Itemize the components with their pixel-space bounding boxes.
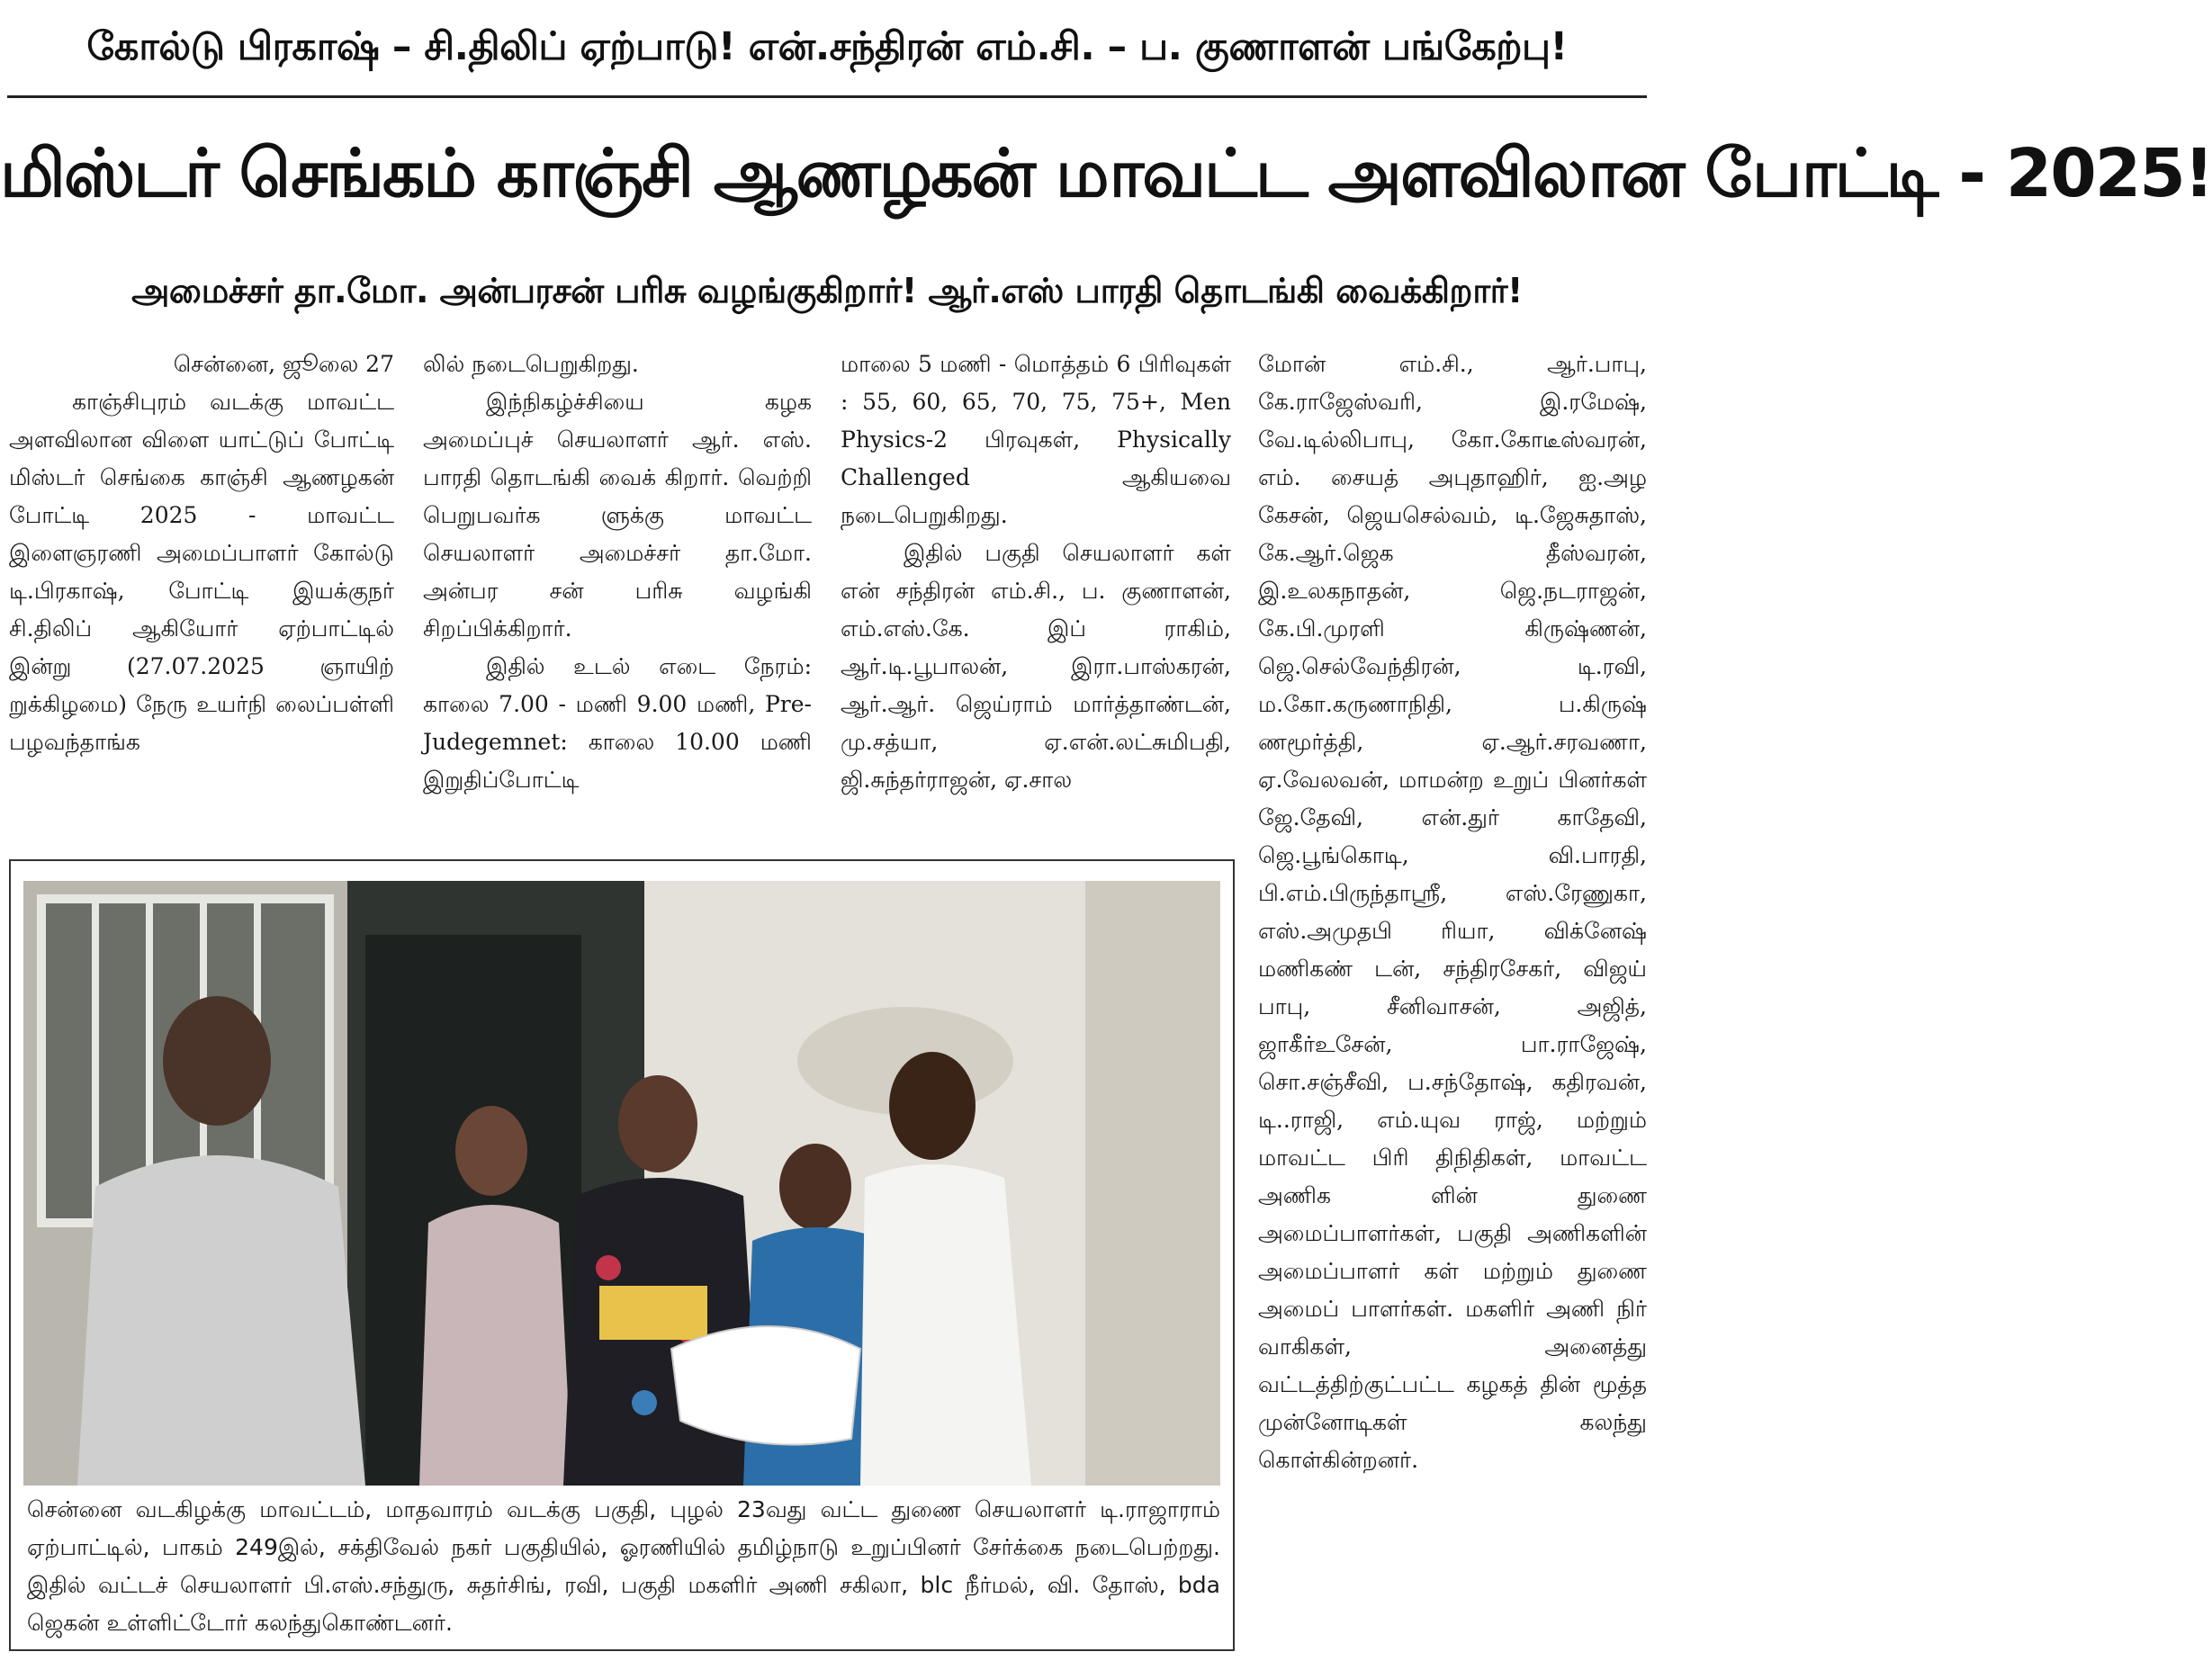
paragraph: லில் நடைபெறுகிறது. bbox=[423, 351, 639, 377]
article-subheadline: அமைச்சர் தா.மோ. அன்பரசன் பரிசு வழங்குகிறார்! ஆர்.எஸ் பாரதி தொடங்கி வைக்கிறார்! bbox=[131, 271, 1523, 310]
news-photo bbox=[23, 881, 1220, 1486]
photo-illustration bbox=[23, 881, 1220, 1486]
paragraph: காஞ்சிபுரம் வடக்கு மாவட்ட அளவிலான விளை யாட்டுப் போட்டி மிஸ்டர் செங்கை காஞ்சி ஆணழகன் போட்டி 2025 - மாவட்ட இளைஞரணி அமைப்பாளர் கோல்டு டி.பிரகாஷ், போட்டி இயக்குநர் சி.திலிப் ஆகியோர் ஏற்பாட்டில் இன்று (27.07.2025 ஞாயிற் றுக்கிழமை) நேரு உயர்நி லைப்பள்ளி பழவந்தாங்க bbox=[9, 389, 394, 755]
text-column-4 bbox=[1258, 346, 1647, 1647]
text-column-3 bbox=[841, 346, 1231, 822]
photo-frame bbox=[9, 859, 1235, 1651]
photo-caption: சென்னை வடகிழக்கு மாவட்டம், மாதவாரம் வடக்கு பகுதி, புழல் 23வது வட்ட துணை செயலாளர் டி.ராஜாராம் ஏற்பாட்டில், பாகம் 249இல், சக்திவேல் நகர் பகுதியில், ஓரணியில் தமிழ்நாடு உறுப்பினர் சேர்க்கை நடைபெற்றது. இதில் வட்டச் செயலாளர் பி.எஸ்.சந்துரு, சுதர்சிங், ரவி, பகுதி மகளிர் அணி சகிலா, blc நீர்மல், வி. தோஸ், bda ஜெகன் உள்ளிட்டோர் கலந்துகொண்டனர். bbox=[27, 1496, 1220, 1636]
paragraph: இதில் உடல் எடை நேரம்: காலை 7.00 - மணி 9.00 மணி, Pre-Judegemnet: காலை 10.00 மணி இறுதிப்போட்டி bbox=[423, 653, 812, 793]
text-column-1 bbox=[9, 346, 394, 822]
paragraph: மோன் எம்.சி., ஆர்.பாபு, கே.ராஜேஸ்வரி, இ.ரமேஷ், வே.டில்லிபாபு, கோ.கோடீஸ்வரன், எம். சையத் அபுதாஹிர், ஐ.அழ கேசன், ஜெயசெல்வம், டி.ஜேசுதாஸ், கே.ஆர்.ஜெக தீஸ்வரன், இ.உலகநாதன், ஜெ.நடராஜன், கே.பி.முரளி கிருஷ்ணன், ஜெ.செல்வேந்திரன், டி.ரவி, ம.கோ.கருணாநிதி, ப.கிருஷ் ணமூர்த்தி, ஏ.ஆர்.சரவணா, ஏ.வேலவன், மாமன்ற உறுப் பினர்கள் ஜே.தேவி, என்.துர் காதேவி, ஜெ.பூங்கொடி, வி.பாரதி, பி.எம்.பிருந்தாஸ்ரீ, எஸ்.ரேணுகா, எஸ்.அமுதபி ரியா, விக்னேஷ் மணிகண் டன், சந்திரசேகர், விஜய் பாபு, சீனிவாசன், அஜித், ஜாகீர்உசேன், பா.ராஜேஷ், சொ.சஞ்சீவி, ப.சந்தோஷ், கதிரவன், டி..ராஜி, எம்.யுவ ராஜ், மற்றும் மாவட்ட பிரி திநிதிகள், மாவட்ட அணிக ளின் துணை அமைப்பாளர்கள், பகுதி அணிகளின் அமைப்பாளர் கள் மற்றும் துணை அமைப் பாளர்கள். மகளிர் அணி நிர் வாகிகள், அனைத்து வட்டத்திற்குட்பட்ட கழகத் தின் மூத்த முன்னோடிகள் கலந்து கொள்கின்றனர். bbox=[1258, 351, 1647, 1473]
article-headline: மிஸ்டர் செங்கம் காஞ்சி ஆணழகன் மாவட்ட அளவிலான போட்டி - 2025! bbox=[0, 135, 2212, 212]
paragraph: இதில் பகுதி செயலாளர் கள் என் சந்திரன் எம்.சி., ப. குணாளன், எம்.எஸ்.கே. இப் ராகிம், ஆர்.டி.பூபாலன், இரா.பாஸ்கரன், ஆர்.ஆர். ஜெய்ராம் மார்த்தாண்டன், மு.சத்யா, ஏ.என்.லட்சுமிபதி, ஜி.சுந்தர்ராஜன், ஏ.சால bbox=[841, 540, 1231, 793]
paragraph: மாலை 5 மணி - மொத்தம் 6 பிரிவுகள் : 55, 60, 65, 70, 75, 75+, Men Physics-2 பிரவுகள், Physically Challenged ஆகியவை நடைபெறுகிறது. bbox=[841, 351, 1231, 528]
article-kicker: கோல்டு பிரகாஷ் – சி.திலிப் ஏற்பாடு! என்.சந்திரன் எம்.சி. – ப. குணாளன் பங்கேற்பு! bbox=[86, 24, 1568, 69]
header-rule bbox=[7, 95, 1647, 98]
paragraph: இந்நிகழ்ச்சியை கழக அமைப்புச் செயலாளர் ஆர். எஸ். பாரதி தொடங்கி வைக் கிறார். வெற்றி பெறுபவர்க ளுக்கு மாவட்ட செயலாளர் அமைச்சர் தா.மோ. அன்பர சன் பரிசு வழங்கி சிறப்பிக்கிறார். bbox=[423, 389, 812, 642]
text-column-2 bbox=[423, 346, 812, 822]
dateline: சென்னை, ஜூலை 27 bbox=[173, 351, 394, 377]
